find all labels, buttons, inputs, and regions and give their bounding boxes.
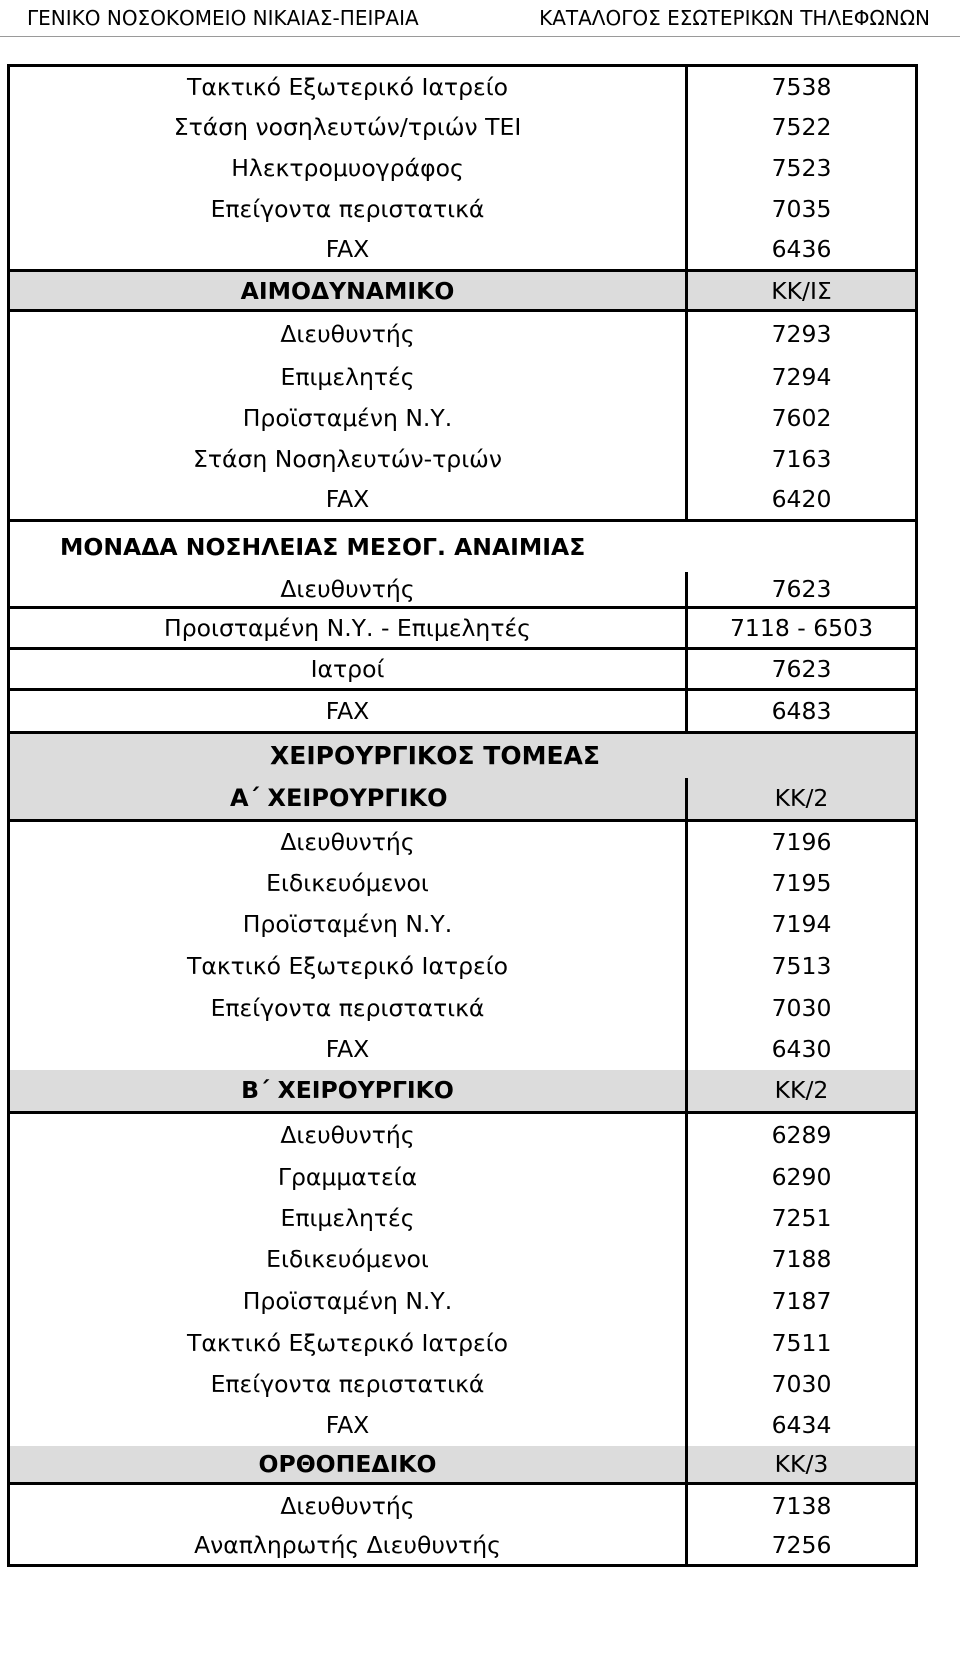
- table-row: [9, 1113, 917, 1157]
- department-name: FAX: [9, 1029, 687, 1070]
- department-name: Τακτικό Εξωτερικό Ιατρείο: [9, 945, 687, 988]
- extension-number: 7293: [687, 311, 917, 357]
- department-name: Προϊσταμένη Ν.Υ.: [9, 1280, 687, 1322]
- department-location: ΚΚ/2: [687, 778, 917, 821]
- table-row: [9, 1527, 917, 1566]
- extension-number: 6483: [687, 690, 917, 733]
- extension-number: 7188: [687, 1239, 917, 1280]
- department-name: Τακτικό Εξωτερικό Ιατρείο: [9, 66, 687, 107]
- department-name: Στάση νοσηλευτών/τριών ΤΕΙ: [9, 107, 687, 148]
- extension-number: 7118 - 6503: [687, 608, 917, 649]
- extension-number: 7513: [687, 945, 917, 988]
- extension-number: 7523: [687, 148, 917, 189]
- table-row: [9, 66, 917, 107]
- table-row: [9, 357, 917, 398]
- department-name: Ιατροί: [9, 649, 687, 690]
- department-name: Επείγοντα περιστατικά: [9, 988, 687, 1029]
- table-row: [9, 608, 917, 649]
- department-name: Ειδικευόμενοι: [9, 863, 687, 904]
- department-name: FAX: [9, 1405, 687, 1446]
- extension-number: 7035: [687, 189, 917, 230]
- department-name: Προισταμένη Ν.Υ. - Επιμελητές: [9, 608, 687, 649]
- extension-number: 6420: [687, 480, 917, 521]
- department-name: Διευθυντής: [9, 572, 687, 608]
- department-name: Επείγοντα περιστατικά: [9, 189, 687, 230]
- department-name: Προϊσταμένη Ν.Υ.: [9, 398, 687, 439]
- extension-number: 7294: [687, 357, 917, 398]
- extension-number: 7187: [687, 1280, 917, 1322]
- extension-number: 7522: [687, 107, 917, 148]
- extension-number: 6434: [687, 1405, 917, 1446]
- department-title: ΜΟΝΑΔΑ ΝΟΣΗΛΕΙΑΣ ΜΕΣΟΓ. ΑΝΑΙΜΙΑΣ: [9, 521, 917, 572]
- department-name: Επιμελητές: [9, 1198, 687, 1239]
- table-row: [9, 480, 917, 521]
- department-name: Επείγοντα περιστατικά: [9, 1364, 687, 1405]
- extension-number: 7251: [687, 1198, 917, 1239]
- table-row: [9, 863, 917, 904]
- hospital-name: ΓΕΝΙΚΟ ΝΟΣΟΚΟΜΕΙΟ ΝΙΚΑΙΑΣ-ΠΕΙΡΑΙΑ: [27, 6, 419, 30]
- sector-header-row: [9, 733, 917, 778]
- extension-number: 7163: [687, 439, 917, 480]
- extension-number: 7623: [687, 572, 917, 608]
- extension-number: 7623: [687, 649, 917, 690]
- extension-number: 7511: [687, 1322, 917, 1364]
- extension-number: 7195: [687, 863, 917, 904]
- table-row: [9, 1239, 917, 1280]
- department-header-row: [9, 521, 917, 572]
- department-header-row: [9, 271, 917, 311]
- table-row: [9, 1405, 917, 1446]
- department-name: Διευθυντής: [9, 1484, 687, 1527]
- department-name: Τακτικό Εξωτερικό Ιατρείο: [9, 1322, 687, 1364]
- department-title: Β΄ ΧΕΙΡΟΥΡΓΙΚΟ: [9, 1070, 687, 1113]
- extension-number: 7602: [687, 398, 917, 439]
- extension-number: 6290: [687, 1157, 917, 1198]
- table-row: [9, 945, 917, 988]
- department-name: FAX: [9, 480, 687, 521]
- table-row: [9, 1029, 917, 1070]
- extension-number: 6289: [687, 1113, 917, 1157]
- department-location: ΚΚ/2: [687, 1070, 917, 1113]
- sector-title: ΧΕΙΡΟΥΡΓΙΚΟΣ ΤΟΜΕΑΣ: [9, 733, 917, 778]
- department-name: Στάση Νοσηλευτών-τριών: [9, 439, 687, 480]
- department-name: Ηλεκτρομυογράφος: [9, 148, 687, 189]
- document-title: ΚΑΤΑΛΟΓΟΣ ΕΣΩΤΕΡΙΚΩΝ ΤΗΛΕΦΩΝΩΝ: [539, 6, 930, 30]
- table-row: [9, 439, 917, 480]
- table-row: [9, 107, 917, 148]
- department-name: Γραμματεία: [9, 1157, 687, 1198]
- department-title: ΟΡΘΟΠΕΔΙΚΟ: [9, 1446, 687, 1484]
- department-name: Προϊσταμένη Ν.Υ.: [9, 904, 687, 945]
- extension-number: 7030: [687, 988, 917, 1029]
- extension-number: 6430: [687, 1029, 917, 1070]
- department-location: ΚΚ/3: [687, 1446, 917, 1484]
- department-name: Διευθυντής: [9, 1113, 687, 1157]
- extension-number: 7538: [687, 66, 917, 107]
- department-name: Επιμελητές: [9, 357, 687, 398]
- extension-number: 6436: [687, 230, 917, 271]
- page-header: [0, 0, 960, 37]
- table-row: [9, 398, 917, 439]
- table-row: [9, 230, 917, 271]
- table-row: [9, 1322, 917, 1364]
- department-name: Διευθυντής: [9, 821, 687, 863]
- table-row: [9, 189, 917, 230]
- table-row: [9, 690, 917, 733]
- department-name: Ειδικευόμενοι: [9, 1239, 687, 1280]
- table-row: [9, 988, 917, 1029]
- department-name: FAX: [9, 230, 687, 271]
- department-header-row: [9, 1070, 917, 1113]
- department-location: ΚΚ/ΙΣ: [687, 271, 917, 311]
- extension-number: 7194: [687, 904, 917, 945]
- extension-number: 7030: [687, 1364, 917, 1405]
- table-row: [9, 821, 917, 863]
- department-header-row: [9, 778, 917, 821]
- extension-number: 7138: [687, 1484, 917, 1527]
- table-row: [9, 1280, 917, 1322]
- table-row: [9, 1157, 917, 1198]
- department-title: Α΄ ΧΕΙΡΟΥΡΓΙΚΟ: [9, 778, 687, 821]
- phone-directory-table: [7, 64, 918, 1567]
- table-row: [9, 1364, 917, 1405]
- department-name: FAX: [9, 690, 687, 733]
- extension-number: 7196: [687, 821, 917, 863]
- table-row: [9, 904, 917, 945]
- table-row: [9, 1484, 917, 1527]
- department-header-row: [9, 1446, 917, 1484]
- table-row: [9, 572, 917, 608]
- table-row: [9, 649, 917, 690]
- department-name: Διευθυντής: [9, 311, 687, 357]
- table-row: [9, 311, 917, 357]
- table-row: [9, 1198, 917, 1239]
- table-row: [9, 148, 917, 189]
- department-title: ΑΙΜΟΔΥΝΑΜΙΚΟ: [9, 271, 687, 311]
- department-name: Αναπληρωτής Διευθυντής: [9, 1527, 687, 1566]
- extension-number: 7256: [687, 1527, 917, 1566]
